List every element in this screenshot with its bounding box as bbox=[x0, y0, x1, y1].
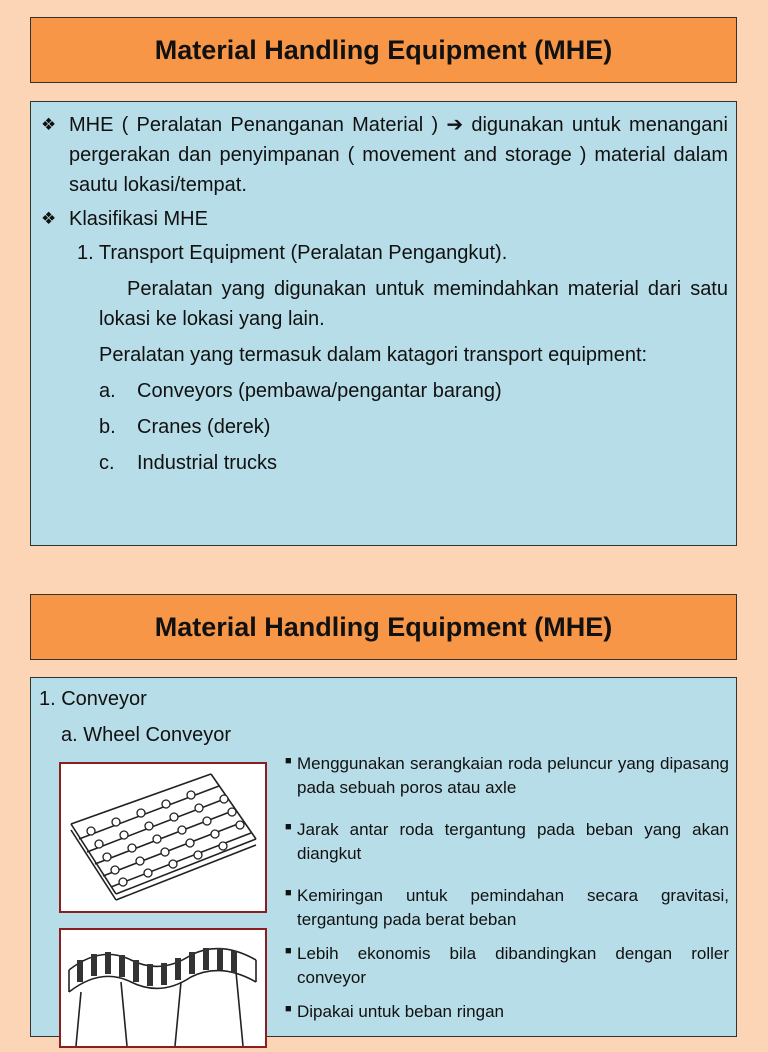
wheel-conveyor-drawing bbox=[61, 764, 265, 911]
list-text: Cranes (derek) bbox=[137, 416, 271, 438]
square-bullet-icon: ■ bbox=[285, 1003, 292, 1015]
bullet-text: Dipakai untuk beban ringan bbox=[297, 1002, 504, 1021]
transport-list bbox=[39, 376, 728, 484]
bullet-text: Kemiringan untuk pemindahan secara gravitasi, tergantung pada berat beban bbox=[297, 886, 729, 929]
slide2-title-text: Material Handling Equipment (MHE) bbox=[154, 611, 613, 642]
wheel-conveyor-image bbox=[59, 762, 267, 913]
bullet1-tail: digunakan untuk menangani pergerakan dan penyimpanan ( movement and storage ) material dalam sautu lokasi/tempat. bbox=[69, 114, 728, 196]
right-arrow-icon: ➔ bbox=[446, 114, 464, 136]
slide2-title bbox=[30, 594, 737, 660]
bullet-text: Lebih ekonomis bila dibandingkan dengan roller conveyor bbox=[297, 944, 729, 987]
list-item bbox=[285, 1000, 729, 1024]
para-category: Peralatan yang termasuk dalam katagori transport equipment: bbox=[99, 344, 648, 366]
slide2-content-panel bbox=[30, 677, 737, 1037]
list-item bbox=[99, 376, 728, 412]
diamond-bullet-icon: ❖ bbox=[41, 209, 57, 228]
list-text: Conveyors (pembawa/pengantar barang) bbox=[137, 380, 502, 402]
square-bullet-icon: ■ bbox=[285, 821, 292, 833]
list-marker: a. bbox=[99, 380, 116, 402]
bullet-list bbox=[285, 752, 729, 1024]
para-definition: Peralatan yang digunakan untuk memindahkan material dari satu lokasi ke lokasi yang lain. bbox=[99, 278, 728, 330]
heading-conveyor: 1. Conveyor bbox=[39, 688, 147, 710]
list-item bbox=[99, 412, 728, 448]
bullet-text: Menggunakan serangkaian roda peluncur yang dipasang pada sebuah poros atau axle bbox=[297, 754, 729, 797]
list-marker: b. bbox=[99, 416, 116, 438]
square-bullet-icon: ■ bbox=[285, 755, 292, 767]
bullet1-head: MHE ( Peralatan Penanganan Material ) bbox=[69, 114, 439, 136]
square-bullet-icon: ■ bbox=[285, 945, 292, 957]
bullet-klasifikasi bbox=[39, 204, 728, 234]
square-bullet-icon: ■ bbox=[285, 887, 292, 899]
flexible-conveyor-image bbox=[59, 928, 267, 1048]
item-transport-equipment: 1. Transport Equipment (Peralatan Pengangkut). bbox=[77, 242, 508, 264]
slide1-title bbox=[30, 17, 737, 83]
list-item bbox=[99, 448, 728, 484]
list-item bbox=[285, 942, 729, 990]
list-item bbox=[285, 752, 729, 800]
list-item bbox=[285, 818, 729, 866]
list-marker: c. bbox=[99, 452, 115, 474]
bullet-mhe-definition bbox=[39, 110, 728, 200]
flexible-conveyor-drawing bbox=[61, 930, 265, 1046]
list-text: Industrial trucks bbox=[137, 452, 278, 474]
bullet2-text: Klasifikasi MHE bbox=[69, 208, 208, 230]
slide1-content-panel bbox=[30, 101, 737, 546]
subheading-wheel-conveyor: a. Wheel Conveyor bbox=[61, 724, 232, 746]
slide1-title-text: Material Handling Equipment (MHE) bbox=[154, 34, 613, 65]
list-item bbox=[285, 884, 729, 932]
bullet-text: Jarak antar roda tergantung pada beban yang akan diangkut bbox=[297, 820, 729, 863]
diamond-bullet-icon: ❖ bbox=[41, 115, 57, 134]
